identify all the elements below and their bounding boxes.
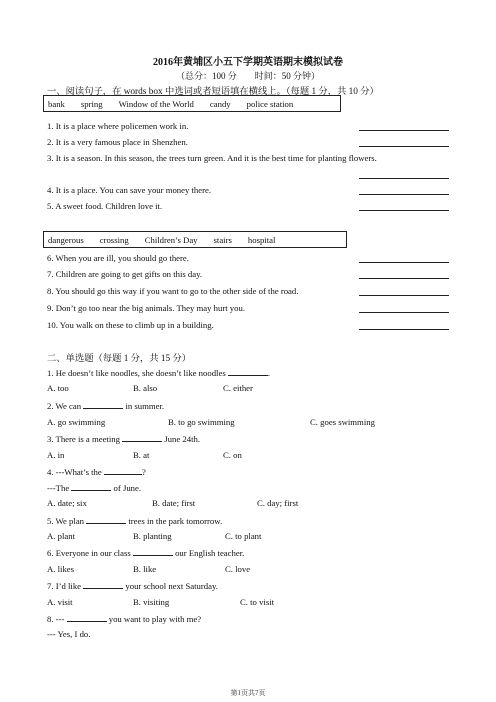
question-10: 10. You walk on these to climb up in a building. <box>47 320 214 330</box>
option-b[interactable]: B. planting <box>133 531 172 541</box>
question-6: 6. When you are ill, you should go there. <box>47 253 189 263</box>
page-title: 2016年黄埔区小五下学期英语期末模拟试卷 <box>153 57 343 68</box>
word-box-2 <box>43 231 347 248</box>
word-option: spring <box>80 98 103 109</box>
option-b[interactable]: B. at <box>133 450 150 460</box>
option-a[interactable]: A. too <box>47 383 69 393</box>
answer-line[interactable] <box>359 146 449 147</box>
section1-heading: 一、阅读句子，在 words box 中选词或者短语填在横线上。（每题 1 分，共 10 分） <box>47 87 379 97</box>
mc-question-1: 1. He doesn’t like noodles, she doesn’t like noodles . <box>47 368 271 378</box>
word-option: Children’s Day <box>144 234 198 245</box>
question-3: 3. It is a season. In this season, the trees turn green. And it is the best time for planting flowers. <box>47 153 377 163</box>
option-c[interactable]: C. either <box>223 383 253 393</box>
word-option: crossing <box>99 234 129 245</box>
answer-blank[interactable] <box>67 613 107 622</box>
word-box-1 <box>43 95 341 112</box>
word-option: bank <box>48 98 65 109</box>
mc-question-4: 4. ---What’s the ? <box>47 467 146 477</box>
answer-blank[interactable] <box>71 482 111 491</box>
question-4: 4. It is a place. You can save your money there. <box>47 185 212 195</box>
answer-blank[interactable] <box>83 580 123 589</box>
exam-info: （总分：100 分 时间：50 分钟） <box>175 71 320 81</box>
option-c[interactable]: C. to visit <box>240 597 275 607</box>
option-c[interactable]: C. on <box>223 450 242 460</box>
option-b[interactable]: B. also <box>133 383 158 393</box>
word-option: hospital <box>247 234 276 245</box>
question-2: 2. It is a very famous place in Shenzhen. <box>47 137 188 147</box>
option-a[interactable]: A. go swimming <box>47 417 106 427</box>
word-option: stairs <box>213 234 232 245</box>
option-b[interactable]: B. to go swimming <box>168 417 235 427</box>
answer-blank[interactable] <box>133 547 173 556</box>
mc-question-8-reply: --- Yes, I do. <box>47 629 91 639</box>
mc-question-7: 7. I’d like your school next Saturday. <box>47 581 218 591</box>
answer-line[interactable] <box>359 278 449 279</box>
option-a[interactable]: A. in <box>47 450 65 460</box>
answer-line[interactable] <box>359 210 449 211</box>
answer-line[interactable] <box>359 178 449 179</box>
option-a[interactable]: A. plant <box>47 531 75 541</box>
option-c[interactable]: C. goes swimming <box>310 417 375 427</box>
answer-line[interactable] <box>359 194 449 195</box>
option-a[interactable]: A. date; six <box>47 498 87 508</box>
question-9: 9. Don’t go too near the big animals. They may hurt you. <box>47 303 246 313</box>
question-5: 5. A sweet food. Children love it. <box>47 201 163 211</box>
question-1: 1. It is a place where policemen work in. <box>47 121 189 131</box>
section2-heading: 二、单选题（每题 1 分，共 15 分） <box>47 354 192 364</box>
question-8: 8. You should go this way if you want to go to the other side of the road. <box>47 286 299 296</box>
mc-question-8: 8. --- you want to play with me? <box>47 614 202 624</box>
answer-line[interactable] <box>359 329 449 330</box>
mc-question-6: 6. Everyone in our class our English teacher. <box>47 548 245 558</box>
mc-question-2: 2. We can in summer. <box>47 401 165 411</box>
answer-line[interactable] <box>359 262 449 263</box>
word-option: police station <box>246 98 294 109</box>
page-number: 第1页共7页 <box>230 689 266 697</box>
answer-blank[interactable] <box>83 400 123 409</box>
question-7: 7. Children are going to get gifts on this day. <box>47 269 203 279</box>
answer-blank[interactable] <box>122 433 162 442</box>
mc-question-4-reply: ---The of June. <box>47 483 142 493</box>
answer-blank[interactable] <box>86 515 126 524</box>
word-option: Window of the World <box>118 98 194 109</box>
option-a[interactable]: A. visit <box>47 597 73 607</box>
answer-blank[interactable] <box>104 466 142 475</box>
answer-line[interactable] <box>359 130 449 131</box>
mc-question-3: 3. There is a meeting June 24th. <box>47 434 200 444</box>
option-b[interactable]: B. date; first <box>152 498 196 508</box>
option-c[interactable]: C. love <box>225 564 251 574</box>
word-option: dangerous <box>48 234 84 245</box>
answer-blank[interactable] <box>228 367 268 376</box>
option-b[interactable]: B. like <box>133 564 157 574</box>
option-c[interactable]: C. to plant <box>225 531 262 541</box>
answer-line[interactable] <box>359 295 449 296</box>
option-b[interactable]: B. visiting <box>133 597 170 607</box>
answer-line[interactable] <box>359 312 449 313</box>
mc-question-5: 5. We plan trees in the park tomorrow. <box>47 516 223 526</box>
option-a[interactable]: A. likes <box>47 564 75 574</box>
option-c[interactable]: C. day; first <box>257 498 299 508</box>
word-option: candy <box>209 98 231 109</box>
